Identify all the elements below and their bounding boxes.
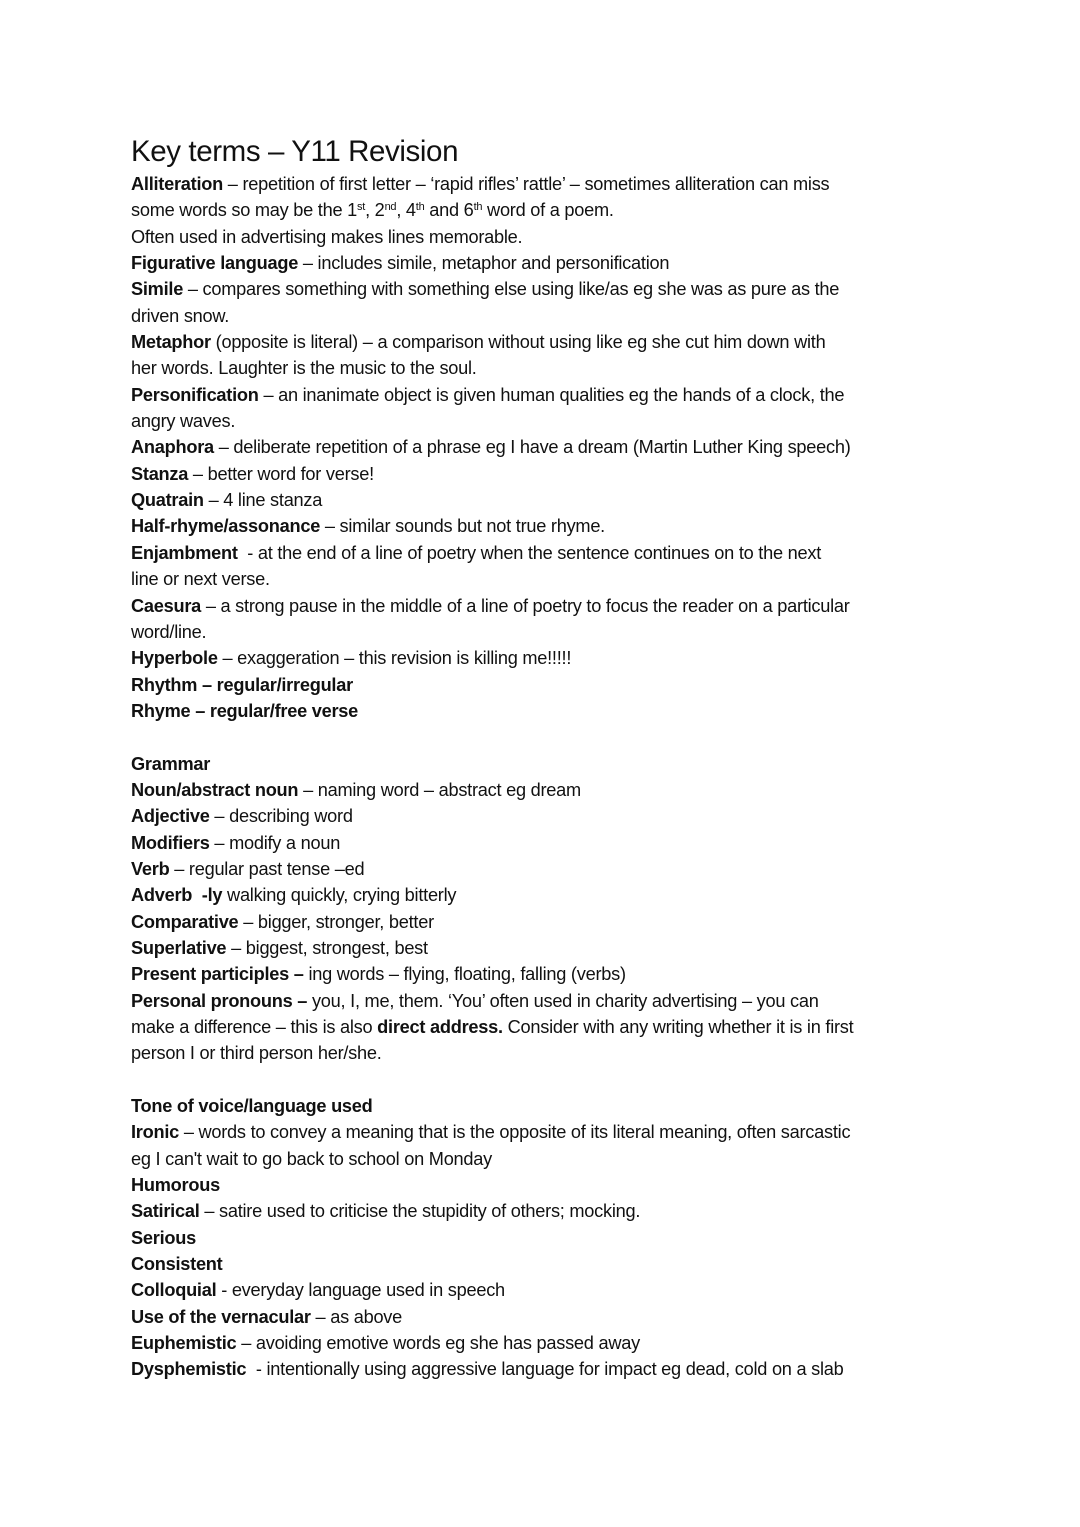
text-line: line or next verse. (131, 569, 270, 590)
term-euphemistic: Euphemistic – avoiding emotive words eg she has passed away (131, 1333, 640, 1354)
text-line: angry waves. (131, 411, 236, 432)
term-present-participles: Present participles – ing words – flying, floating, falling (verbs) (131, 964, 626, 985)
section-heading-tone: Tone of voice/language used (131, 1096, 373, 1117)
term-modifiers: Modifiers – modify a noun (131, 832, 341, 853)
term-humorous: Humorous (131, 1175, 220, 1196)
term-rhythm: Rhythm – regular/irregular (131, 674, 353, 695)
term-colloquial: Colloquial - everyday language used in speech (131, 1280, 505, 1301)
text-line: Often used in advertising makes lines memorable. (131, 226, 523, 247)
term-half-rhyme: Half-rhyme/assonance – similar sounds but not true rhyme. (131, 516, 605, 537)
spacer (131, 724, 961, 750)
spacer (131, 1067, 961, 1093)
term-hyperbole: Hyperbole – exaggeration – this revision is killing me!!!!! (131, 648, 572, 669)
section-heading-grammar: Grammar (131, 753, 211, 774)
grammar-section (131, 751, 961, 1067)
term-dysphemistic: Dysphemistic - intentionally using aggressive language for impact eg dead, cold on a slab (131, 1359, 844, 1380)
term-vernacular: Use of the vernacular – as above (131, 1306, 403, 1327)
literary-terms-section (131, 171, 961, 724)
tone-section (131, 1093, 961, 1383)
term-rhyme: Rhyme – regular/free verse (131, 700, 359, 721)
term-consistent: Consistent (131, 1254, 223, 1275)
text-line: her words. Laughter is the music to the soul. (131, 358, 477, 379)
term-metaphor: Metaphor (opposite is literal) – a comparison without using like eg she cut him down with (131, 332, 826, 353)
text-line: eg I can't wait to go back to school on Monday (131, 1148, 492, 1169)
term-simile: Simile – compares something with something else using like/as eg she was as pure as the (131, 279, 840, 300)
term-serious: Serious (131, 1227, 196, 1248)
term-stanza: Stanza – better word for verse! (131, 463, 374, 484)
text-line: make a difference – this is also direct address. Consider with any writing whether it is in first (131, 1017, 854, 1037)
document-page (131, 133, 961, 1383)
term-alliteration: Alliteration – repetition of first letter – ‘rapid rifles’ rattle’ – sometimes alliteration can miss (131, 174, 830, 194)
term-caesura: Caesura – a strong pause in the middle of a line of poetry to focus the reader on a particular (131, 595, 850, 616)
text-line: some words so may be the 1st, 2nd, 4th and 6th word of a poem. (131, 200, 614, 221)
term-figurative-language: Figurative language – includes simile, metaphor and personification (131, 253, 670, 274)
term-comparative: Comparative – bigger, stronger, better (131, 911, 434, 932)
term-adjective: Adjective – describing word (131, 806, 353, 827)
text-line: word/line. (131, 621, 207, 642)
term-superlative: Superlative – biggest, strongest, best (131, 937, 428, 958)
term-ironic: Ironic – words to convey a meaning that is the opposite of its literal meaning, often sarcastic (131, 1122, 851, 1143)
term-noun: Noun/abstract noun – naming word – abstract eg dream (131, 779, 581, 800)
term-anaphora: Anaphora – deliberate repetition of a phrase eg I have a dream (Martin Luther King speech) (131, 437, 851, 458)
page-title: Key terms – Y11 Revision (131, 135, 459, 168)
term-personal-pronouns: Personal pronouns – you, I, me, them. ‘You’ often used in charity advertising – you can (131, 990, 819, 1011)
term-enjambment: Enjambment - at the end of a line of poetry when the sentence continues on to the next (131, 542, 822, 563)
term-satirical: Satirical – satire used to criticise the stupidity of others; mocking. (131, 1201, 641, 1222)
term-adverb: Adverb -ly walking quickly, crying bitterly (131, 885, 457, 906)
term-verb: Verb – regular past tense –ed (131, 858, 365, 879)
text-line: person I or third person her/she. (131, 1043, 382, 1064)
text-line: driven snow. (131, 305, 230, 326)
term-personification: Personification – an inanimate object is given human qualities eg the hands of a clock, the (131, 384, 845, 405)
term-quatrain: Quatrain – 4 line stanza (131, 490, 323, 511)
